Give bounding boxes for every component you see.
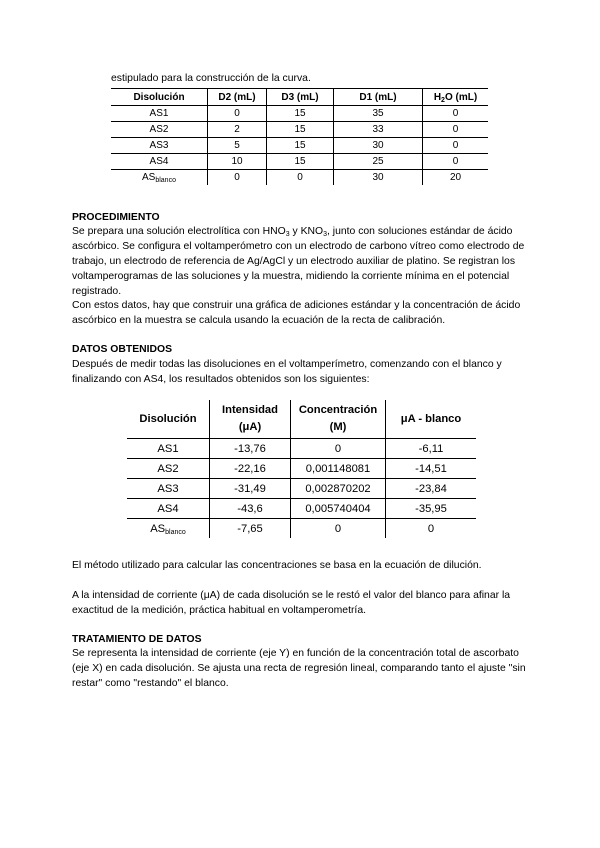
- header-concentracion: Concentración (M): [291, 400, 386, 439]
- header-disolucion: Disolución: [127, 400, 210, 439]
- intro-line: estipulado para la construcción de la curva.: [111, 73, 311, 84]
- table-header-row: [127, 400, 476, 439]
- header-h2o: $H_2O$ (mL): [423, 89, 489, 106]
- table-row: AS2 2 15 33 0: [111, 122, 488, 138]
- procedimiento-paragraph-1: Se prepara una solución electrolítica con $HNO_3$ y $KNO_3$, junto con soluciones estándar de ácido ascórbico. Se configura el voltamperómetro con un electrodo de carbono vítreo como electrodo de trabajo, un electrodo de referencia de Ag/AgCl y un electrodo auxiliar de platino. Se registran los voltamperogramas de las soluciones y la muestra, midiendo la corriente mínima en el potencial registrado.: [72, 226, 525, 297]
- header-d3: D3 (mL): [267, 89, 334, 106]
- header-d2: D2 (mL): [208, 89, 267, 106]
- table-row: $AS_{blanco}$ 0 0 30 20: [111, 170, 488, 186]
- datos-title: DATOS OBTENIDOS: [72, 344, 173, 355]
- tratamiento-title: TRATAMIENTO DE DATOS: [72, 634, 202, 645]
- table-row: AS1 0 15 35 0: [111, 106, 488, 122]
- table-row: AS2 -22,16 0,001148081 -14,51: [127, 459, 476, 479]
- procedimiento-paragraph-2: Con estos datos, hay que construir una gráfica de adiciones estándar y la concentración de ácido ascórbico en la muestra se calcula usando la ecuación de la recta de calibración.: [72, 300, 521, 326]
- dilution-table: [111, 88, 488, 185]
- tratamiento-paragraph: Se representa la intensidad de corriente (eje Y) en función de la concentración total de ascorbato (eje X) en cada disolución. Se ajusta una recta de regresión lineal, comparando tanto el ajuste "sin restar" como "restando" el blanco.: [72, 648, 526, 689]
- header-disolucion: Disolución: [111, 89, 208, 106]
- table-row: AS1 -13,76 0 -6,11: [127, 439, 476, 459]
- procedimiento-title: PROCEDIMIENTO: [72, 212, 160, 223]
- datos-paragraph: Después de medir todas las disoluciones en el voltamperímetro, comenzando con el blanco y finalizando con AS4, los resultados obtenidos son los siguientes:: [72, 359, 502, 385]
- results-table: [127, 400, 476, 538]
- table-row: AS3 -31,49 0,002870202 -23,84: [127, 479, 476, 499]
- header-blanco: μA - blanco: [386, 400, 477, 439]
- metodo-note: El método utilizado para calcular las concentraciones se basa en la ecuación de dilución.: [72, 560, 482, 571]
- table-row: $AS_{blanco}$ -7,65 0 0: [127, 519, 476, 539]
- table-header-row: [111, 89, 488, 106]
- header-intensidad: Intensidad (μA): [210, 400, 291, 439]
- table-row: AS3 5 15 30 0: [111, 138, 488, 154]
- resta-note: A la intensidad de corriente (μA) de cada disolución se le restó el valor del blanco para afinar la exactitud de la medición, práctica habitual en voltamperometría.: [72, 590, 511, 616]
- table-row: AS4 10 15 25 0: [111, 154, 488, 170]
- header-d1: D1 (mL): [334, 89, 423, 106]
- table-row: AS4 -43,6 0,005740404 -35,95: [127, 499, 476, 519]
